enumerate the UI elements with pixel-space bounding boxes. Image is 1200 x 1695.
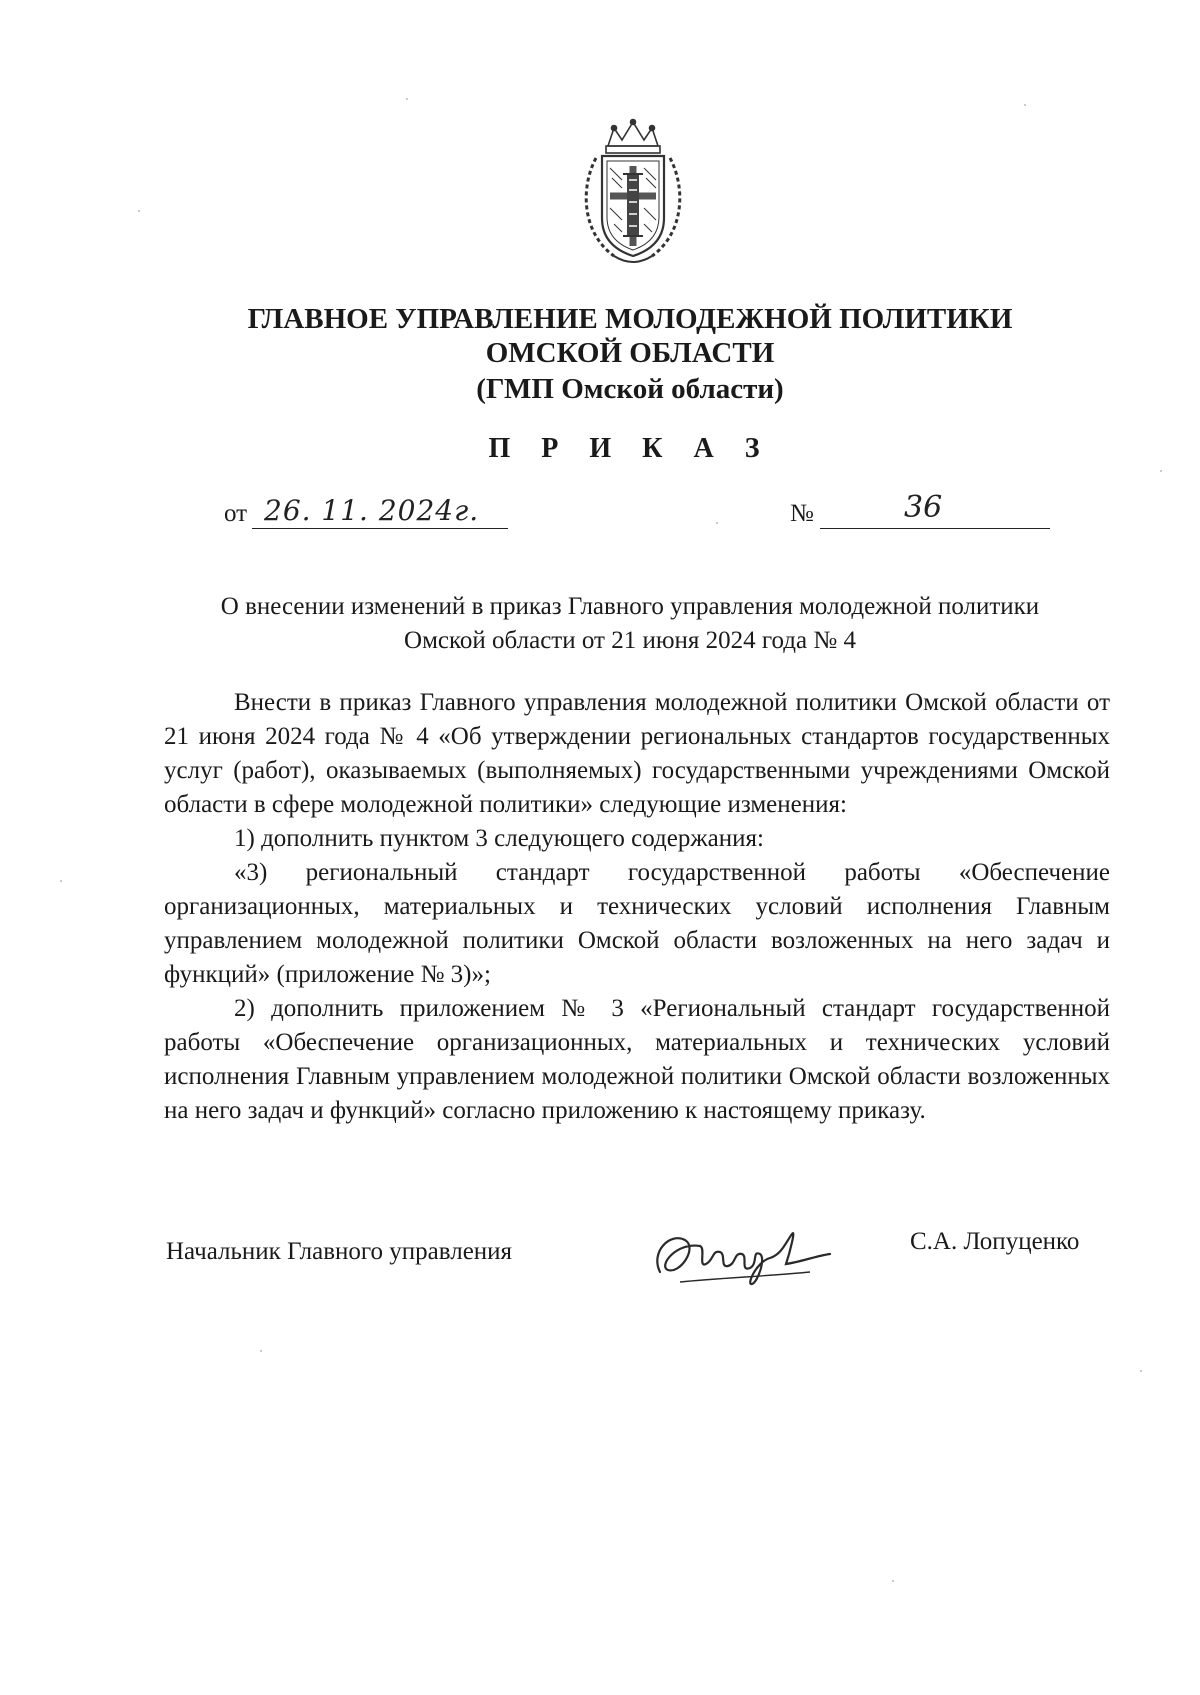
date-label: от (224, 500, 248, 527)
scan-speck (260, 1350, 262, 1352)
body-paragraph-3: «3) региональный стандарт государственной работы «Обеспечение организационных, материальных и технических условий исполнения Главным управлением молодежной политики Омской области возложенных на него задач и функций» (приложение № 3)»; (164, 859, 1110, 988)
signatory-name: С.А. Лопуценко (910, 1228, 1080, 1255)
handwritten-signature (640, 1212, 840, 1292)
organization-abbreviation: (ГМП Омской области) (476, 373, 784, 405)
document-subject (150, 590, 1110, 658)
subject-line-2: Омской области от 21 июня 2024 года № 4 (404, 627, 856, 654)
number-underline (820, 528, 1050, 529)
scan-speck (892, 1580, 894, 1582)
date-value: 26. 11. 2024г. (264, 494, 480, 527)
scan-speck (1024, 104, 1026, 106)
scan-speck (1160, 470, 1162, 472)
coat-of-arms-icon (574, 118, 692, 268)
organization-region: ОМСКОЙ ОБЛАСТИ (485, 337, 775, 369)
signatory-title: Начальник Главного управления (166, 1238, 513, 1265)
date-underline (252, 528, 508, 529)
body-paragraph-1: Внести в приказ Главного управления молодежной политики Омской области от 21 июня 2024 года № 4 «Об утверждении региональных стандартов государственных услуг (работ), оказываемых (выполняемых) государственными учреждениями Омской области в сфере молодежной политики» следующие изменения: (164, 689, 1110, 818)
scan-speck (406, 98, 408, 100)
scan-speck (716, 522, 718, 524)
organization-name: ГЛАВНОЕ УПРАВЛЕНИЕ МОЛОДЕЖНОЙ ПОЛИТИКИ (247, 303, 1013, 335)
document-type: П Р И К А З (488, 433, 772, 464)
subject-line-1: О внесении изменений в приказ Главного управления молодежной политики (220, 593, 1040, 620)
body-paragraph-2: 1) дополнить пунктом 3 следующего содержания: (234, 825, 764, 852)
number-label: № (790, 500, 814, 527)
scan-speck (1140, 1370, 1142, 1372)
number-value: 36 (904, 490, 943, 525)
scan-speck (138, 210, 140, 212)
body-paragraph-4: 2) дополнить приложением № 3 «Региональный стандарт государственной работы «Обеспечение организационных, материальных и технических условий исполнения Главным управлением молодежной политики Омской области возложенных на него задач и функций» согласно приложению к настоящему приказу. (164, 995, 1110, 1124)
document-body (164, 686, 1110, 1128)
scan-speck (60, 880, 62, 882)
